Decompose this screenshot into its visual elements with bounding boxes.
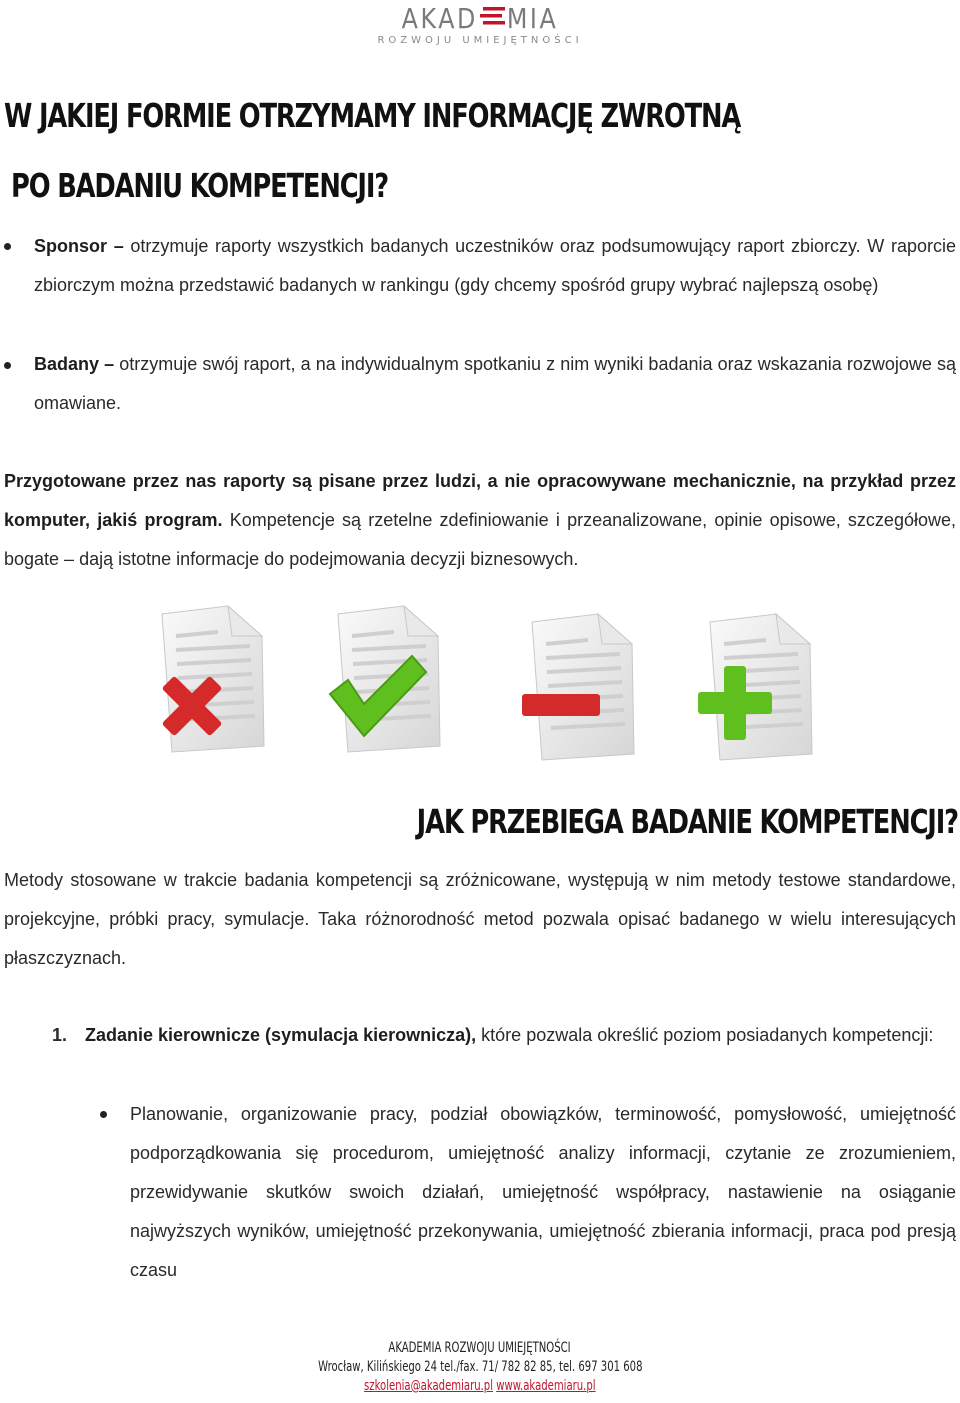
methods-paragraph: Metody stosowane w trakcie badania kompetencji są zróżnicowane, występują w nim metody testowe standardowe, projekcyjne, próbki pracy, symulacje. Taka różnorodność metod pozwala opisać badanego w wielu interesujących płaszczyznach. — [4, 870, 956, 968]
bullet-term: Badany — [34, 354, 100, 374]
reports-paragraph — [4, 462, 956, 579]
logo-name-part1: AKAD — [401, 2, 478, 35]
footer-links — [0, 1378, 960, 1394]
numbered-item-text — [85, 1016, 956, 1055]
document-icons-row — [150, 600, 820, 770]
logo-name-part2: MIA — [506, 2, 559, 35]
reports-paragraph-bold: Przygotowane przez nas raporty są pisane przez ludzi, a nie opracowywane mechanicznie, na przykład przez komputer, jakiś program. — [4, 471, 956, 530]
section1-title-line2: PO BADANIU KOMPETENCJI? — [11, 166, 389, 205]
numbered-item-description: które pozwala określić poziom posiadanych kompetencji: — [481, 1025, 934, 1045]
bullet-dot — [4, 362, 11, 369]
bullet-dot — [4, 243, 11, 250]
bullet-dash: – — [113, 236, 124, 256]
bullet-text: otrzymuje raporty wszystkich badanych uczestników oraz podsumowujący raport zbiorczy. W raporcie zbiorczym można przedstawić badanych w rankingu (gdy chcemy spośród grupy wybrać najlepszą osobę) — [34, 236, 956, 295]
bullet-dot — [100, 1111, 107, 1118]
header-logo — [0, 0, 960, 56]
competencies-list-item: Planowanie, organizowanie pracy, podział obowiązków, terminowość, pomysłowość, umiejętność podporządkowania się procedurom, umiejętność analizy informacji, czytanie ze zrozumieniem, przewidywanie skutków swoich działań, umiejętność współpracy, nastawienie na osiąganie najwyższych wyników, umiejętność przekonywania, umiejętność zbierania informacji, praca pod presją czasu — [130, 1104, 956, 1280]
document-plus-icon — [698, 614, 812, 760]
bullet-term: Sponsor — [34, 236, 108, 256]
footer-website-link[interactable]: www.akademiaru.pl — [496, 1378, 596, 1394]
logo-tagline: ROZWOJU UMIEJĘTNOŚCI — [377, 35, 583, 46]
logo-stripes-icon — [479, 6, 507, 26]
section2-title: JAK PRZEBIEGA BADANIE KOMPETENCJI? — [416, 802, 958, 841]
footer-email-link[interactable]: szkolenia@akademiaru.pl — [364, 1378, 494, 1394]
reports-paragraph-text: Kompetencje są rzetelne zdefiniowanie i przeanalizowane, opinie opisowe, szczegółowe, bogate – dają istotne informacje do podejmowania decyzji biznesowych. — [4, 510, 956, 569]
footer-address: Wrocław, Kilińskiego 24 tel./fax. 71/ 782 82 85, tel. 697 301 608 — [317, 1359, 643, 1375]
numbered-item-bold: Zadanie kierownicze (symulacja kierownicza), — [85, 1025, 477, 1045]
bullet-text: otrzymuje swój raport, a na indywidualnym spotkaniu z nim wyniki badania oraz wskazania rozwojowe są omawiane. — [34, 354, 956, 413]
bullet-dash: – — [104, 354, 115, 374]
numbered-item-number: 1. — [52, 1025, 68, 1045]
bullet-badany — [34, 345, 956, 423]
bullet-sponsor — [34, 227, 956, 305]
document-check-icon — [330, 606, 440, 752]
document-cross-icon — [150, 606, 264, 754]
footer-company: AKADEMIA ROZWOJU UMIEJĘTNOŚCI — [388, 1340, 572, 1356]
section1-title-line1: W JAKIEJ FORMIE OTRZYMAMY INFORMACJĘ ZWROTNĄ — [4, 96, 741, 135]
document-minus-icon — [522, 614, 634, 760]
